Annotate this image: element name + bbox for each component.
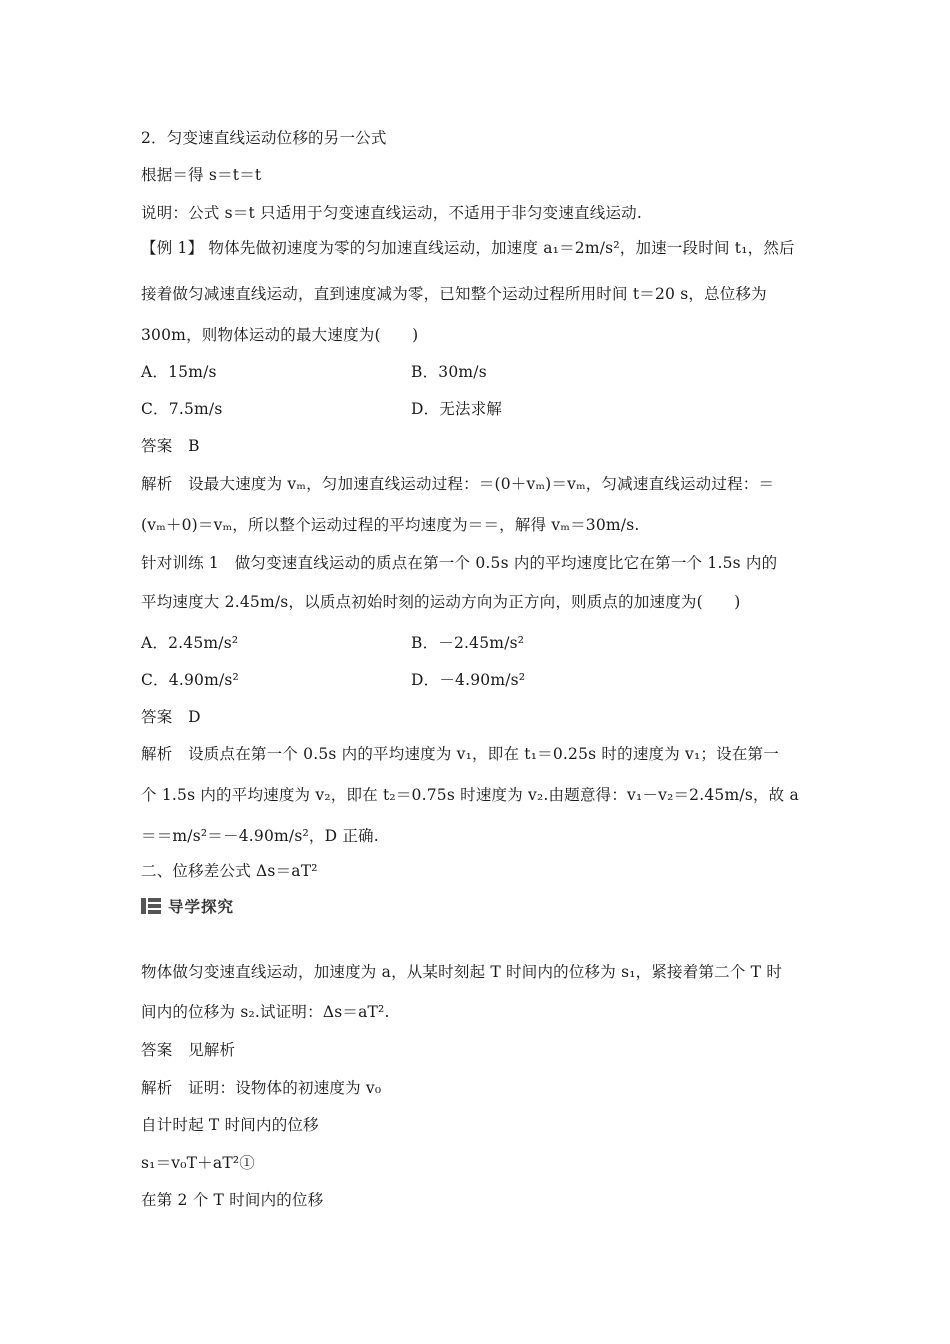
formula-line: 根据＝得 s＝t＝t — [141, 166, 262, 184]
example-1-analysis-line-1: 解析 设最大速度为 vₘ，匀加速直线运动过程：＝(0＋vₘ)＝vₘ，匀减速直线运动过程：＝ — [141, 475, 775, 493]
example-1-question-line-2: 接着做匀减速直线运动，直到速度减为零，已知整个运动过程所用时间 t＝20 s，总位移为 — [141, 285, 767, 303]
practice-1-option-b: B．－2.45m/s² — [411, 634, 525, 652]
inquiry-analysis-line-3: 在第 2 个 T 时间内的位移 — [141, 1191, 324, 1209]
practice-1-option-a: A．2.45m/s² — [141, 634, 239, 652]
practice-1-question-line-2: 平均速度大 2.45m/s，以质点初始时刻的运动方向为正方向，则质点的加速度为( ) — [141, 593, 741, 611]
example-1-analysis-line-2: (vₘ＋0)＝vₘ，所以整个运动过程的平均速度为＝＝，解得 vₘ＝30m/s. — [141, 516, 640, 534]
practice-1-analysis-line-3: ＝＝m/s²＝－4.90m/s²，D 正确. — [141, 827, 379, 845]
example-1-option-d: D．无法求解 — [411, 400, 503, 418]
section-title: 导学探究 — [168, 898, 235, 916]
practice-1-analysis-line-2: 个 1.5s 内的平均速度为 v₂，即在 t₂＝0.75s 时速度为 v₂.由题意得：v₁－v₂＝2.45m/s，故 a — [141, 786, 799, 804]
example-1-question-line-3: 300m，则物体运动的最大速度为( ) — [141, 326, 419, 344]
section-bars-icon — [141, 898, 161, 914]
practice-1-answer: 答案 D — [141, 708, 201, 726]
inquiry-analysis-formula: s₁＝v₀T＋aT²① — [141, 1154, 255, 1172]
inquiry-question-line-1: 物体做匀变速直线运动，加速度为 a，从某时刻起 T 时间内的位移为 s₁，紧接着第二个 T 时 — [141, 963, 783, 981]
inquiry-question-line-2: 间内的位移为 s₂.试证明：Δs＝aT². — [141, 1003, 390, 1021]
practice-1-option-c: C．4.90m/s² — [141, 671, 239, 689]
practice-1-option-d: D．－4.90m/s² — [411, 671, 526, 689]
example-1-option-b: B．30m/s — [411, 363, 487, 381]
example-1-option-a: A．15m/s — [141, 363, 217, 381]
example-1-question-line-1: 【例 1】 物体先做初速度为零的匀加速直线运动，加速度 a₁＝2m/s²，加速一段时间 t₁，然后 — [141, 239, 795, 257]
practice-1-question-line-1: 针对训练 1 做匀变速直线运动的质点在第一个 0.5s 内的平均速度比它在第一个 1.5s 内的 — [141, 554, 778, 572]
section-heading-displacement-difference: 二、位移差公式 Δs＝aT² — [141, 862, 318, 880]
example-1-answer: 答案 B — [141, 437, 200, 455]
practice-1-analysis-line-1: 解析 设质点在第一个 0.5s 内的平均速度为 v₁，即在 t₁＝0.25s 时的速度为 v₁；设在第一 — [141, 745, 779, 763]
example-1-option-c: C．7.5m/s — [141, 400, 223, 418]
inquiry-analysis-line-1: 解析 证明：设物体的初速度为 v₀ — [141, 1079, 382, 1097]
note-line: 说明：公式 s＝t 只适用于匀变速直线运动，不适用于非匀变速直线运动. — [141, 204, 642, 222]
inquiry-answer: 答案 见解析 — [141, 1041, 236, 1059]
inquiry-analysis-line-2: 自计时起 T 时间内的位移 — [141, 1116, 319, 1134]
subheading-displacement-formula: 2．匀变速直线运动位移的另一公式 — [141, 129, 387, 147]
section-banner — [141, 895, 234, 917]
